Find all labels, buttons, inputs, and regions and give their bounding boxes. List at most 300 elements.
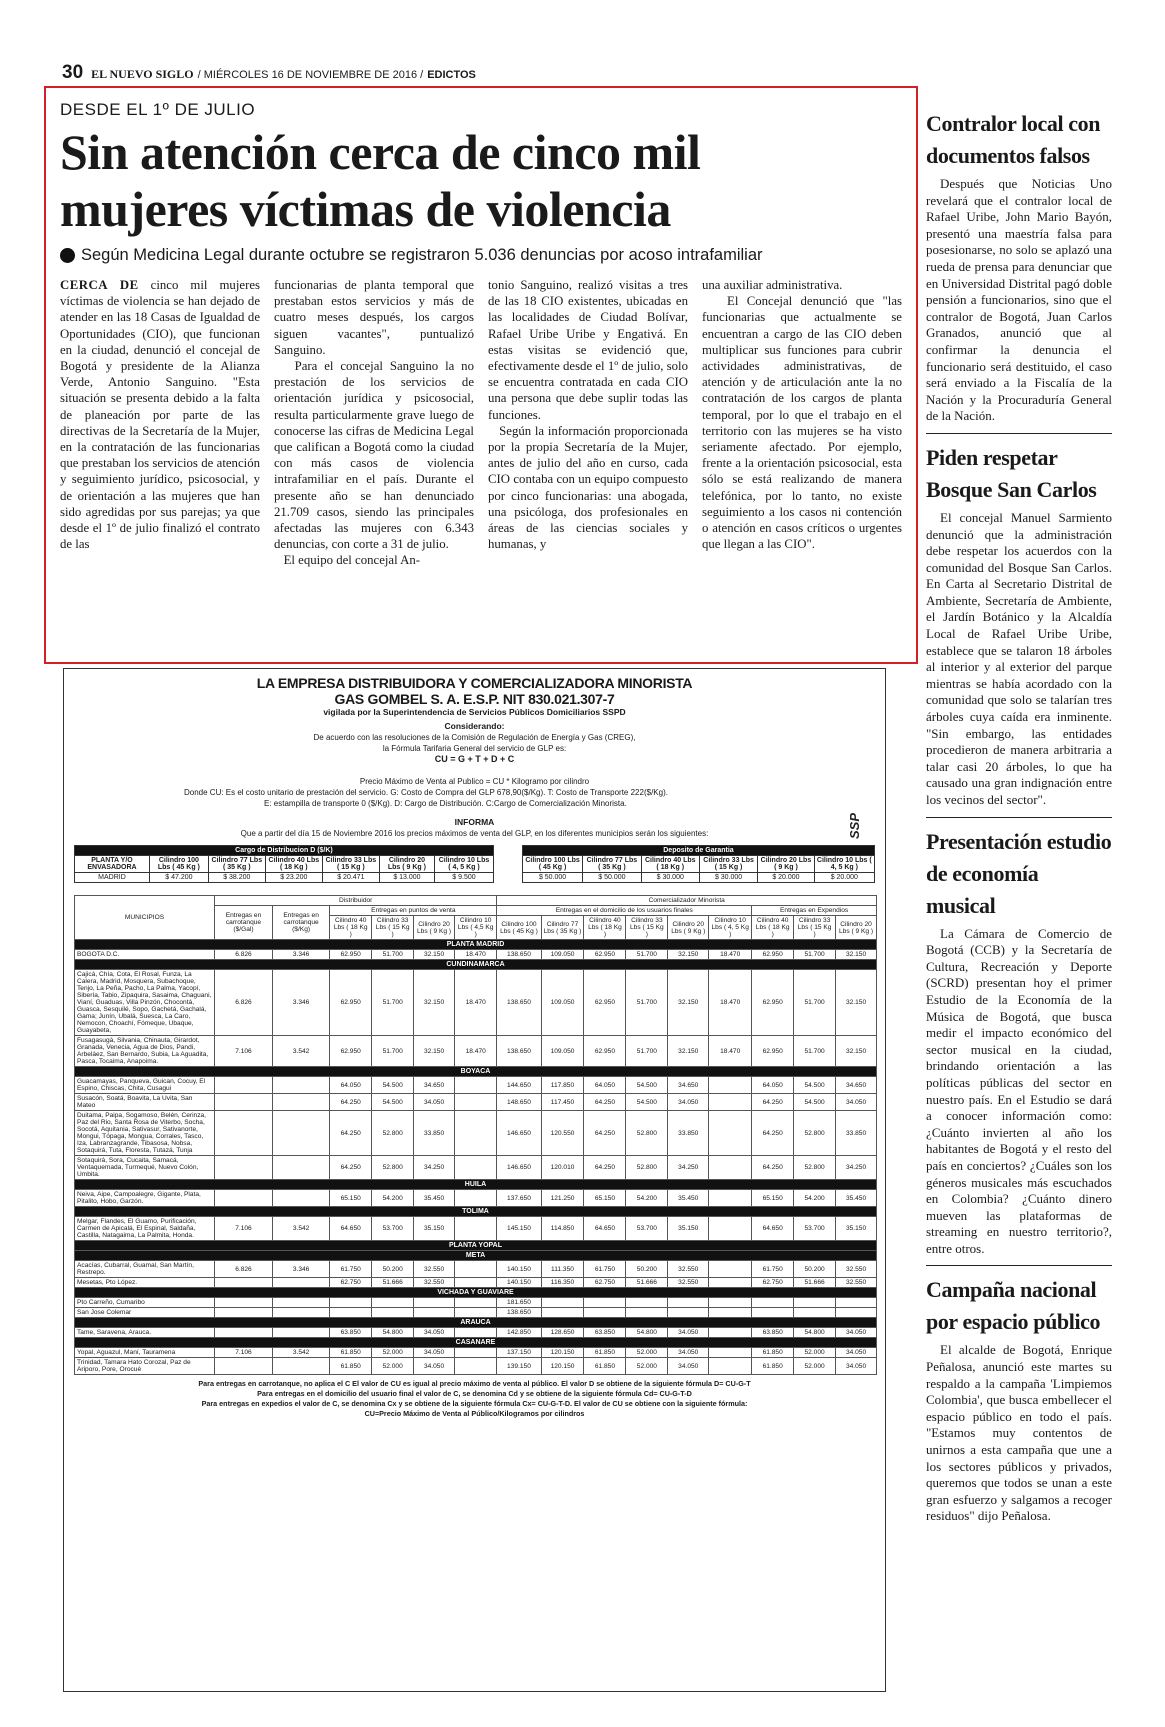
price-cell <box>541 1308 584 1318</box>
price-cell: 32.150 <box>414 950 455 960</box>
price-cell <box>215 1308 273 1318</box>
price-cell <box>752 1298 794 1308</box>
price-cell: 53.700 <box>794 1217 836 1241</box>
bullet-dot-icon <box>60 248 75 263</box>
price-cell: 35.450 <box>668 1190 709 1207</box>
price-cell: 32.150 <box>414 1036 455 1067</box>
price-cell: 35.150 <box>414 1217 455 1241</box>
municipality-cell: Duitama, Paipa, Sogamoso, Belén, Cerinza, Paz del Rio, Santa Rosa de Viterbo, Socha, Socotá, Aquitania, Sativasur, Sativanorte, Mongui, Tópaga, Mongua, Corrales, Tasco, Iza, Labranzagrande, Tibasosa, Nobsa, Sotaquirá, Tuta, Floresta, Tutazá, Tunja <box>75 1111 215 1156</box>
price-cell: 32.550 <box>668 1278 709 1288</box>
puntos-header: Entregas en puntos de venta <box>330 906 497 916</box>
price-cell: 34.250 <box>836 1156 877 1180</box>
article-deck <box>60 246 902 265</box>
informa-text: Que a partir del día 15 de Noviembre 2016 los precios máximos de venta del GLP, en los diferentes municipios serán los siguientes: <box>240 829 709 838</box>
price-cell <box>709 1217 752 1241</box>
considerando-line-1: De acuerdo con las resoluciones de la Comisión de Regulación de Energía y Gas (CREG), <box>313 733 636 742</box>
price-cell: 50.200 <box>794 1261 836 1278</box>
price-cell: 64.250 <box>752 1156 794 1180</box>
price-cell: 18.470 <box>454 950 496 960</box>
price-cell: 34.050 <box>836 1094 877 1111</box>
price-cell <box>330 1298 372 1308</box>
table-row <box>75 1298 877 1308</box>
brief-body: La Cámara de Comercio de Bogotá (CCB) y la Secretaría de Cultura, Recreación y Deporte (SCRD) presentan hoy el primer Estudio de la Economía de la Música de Bogotá, que busca medir el impacto económico del sector musical en la ciudad, brindando orientación a las políticas públicas del sector en nuestro país. En el Estudio se dará a conocer información como: ¿Cuánto invierten al año los habitantes de Bogotá y el resto del país en conciertos? ¿Cuáles son los géneros musicales más escuchados en Colombia? ¿Cuánto dinero mueven las plataformas de streaming en nuestro territorio?, entre otros. <box>926 925 1112 1256</box>
price-cell: 32.550 <box>836 1261 877 1278</box>
domicilio-header: Entregas en el domicilio de los usuarios finales <box>497 906 752 916</box>
price-cell: 51.700 <box>794 950 836 960</box>
price-cell <box>454 1328 496 1338</box>
price-cell: 63.850 <box>752 1328 794 1338</box>
price-cell <box>215 1111 273 1156</box>
price-cell: 18.470 <box>454 1036 496 1067</box>
price-cell: 109.050 <box>541 950 584 960</box>
price-cell <box>272 1190 329 1207</box>
price-cell <box>836 1308 877 1318</box>
price-cell <box>836 1298 877 1308</box>
dist-col-header-cell: Cilindro 10 Lbs ( 4, 5 Kg ) <box>435 856 494 873</box>
price-cell: 51.666 <box>794 1278 836 1288</box>
price-cell: 181.650 <box>497 1298 541 1308</box>
price-cell <box>272 1094 329 1111</box>
price-cell: 63.850 <box>330 1328 372 1338</box>
region-row <box>75 940 877 950</box>
dep-value <box>522 873 874 883</box>
column-3-para-2: Según la información proporcionada por la propia Secretaría de la Mujer, antes de julio del año en curso, cada CIO contaba con un equipo compuesto por cinco funcionarias: una abogada, una psicóloga, dos profesionales en áreas de las ciencias sociales y humanas, y <box>488 423 688 552</box>
section-name: EDICTOS <box>427 69 476 81</box>
municipality-cell: Yopal, Aguazul, Maní, Tauramena <box>75 1348 215 1358</box>
price-cell: 7.106 <box>215 1036 273 1067</box>
price-cell <box>454 1217 496 1241</box>
price-cell: 128.650 <box>541 1328 584 1338</box>
price-cell <box>414 1308 455 1318</box>
price-cell: 32.150 <box>836 970 877 1036</box>
divider <box>926 817 1112 818</box>
municipality-cell: Melgar, Flandes, El Guamo, Purificación, Carmen de Apicalá, El Espinal, Saldaña, Castilla, Natagaima, La Palmita, Honda. <box>75 1217 215 1241</box>
price-cell <box>272 1328 329 1338</box>
price-cell: 64.250 <box>584 1156 626 1180</box>
region-row <box>75 1288 877 1298</box>
dist-table-header: Cargo de Distribucion D ($/K) <box>75 846 494 856</box>
price-cell: 120.150 <box>541 1358 584 1375</box>
price-cell: 61.750 <box>752 1261 794 1278</box>
price-cell: 51.700 <box>372 950 414 960</box>
price-cell: 34.050 <box>668 1328 709 1338</box>
municipality-cell: Pto Carreño, Cumaribo <box>75 1298 215 1308</box>
note-line: Para entregas en el domicilio del usuario final el valor de C, se denomina Cd y se obtiene de la siguiente fórmula Cd= CU-G-T-D <box>257 1389 692 1398</box>
price-cell: 109.050 <box>541 1036 584 1067</box>
column-2 <box>274 277 474 569</box>
price-cell: 138.650 <box>497 950 541 960</box>
dep-value-cell: $ 30.000 <box>641 873 699 883</box>
column-1-text: cinco mil mujeres víctimas de violencia se han dejado de atender en las 18 Casas de Igualdad de Oportunidades (CIO), que funcionan en la ciudad, denunció el concejal de Bogotá y presidente de la Alianza Verde, Antonio Sanguino. "Esta situación se presenta debido a la falta de planeación por parte de las directivas de la Secretaría de la Mujer, en la contratación de las funcionarias que prestaban los servicios de atención y seguimiento jurídico, psicosocial, y de orientación a las mujeres que han sido agredidas por sus parejas; ya que desde el 1º de julio finalizó el contrato de las <box>60 278 260 552</box>
article-headline <box>60 124 902 238</box>
region-label: ARAUCA <box>75 1318 877 1328</box>
price-cell: 54.500 <box>372 1077 414 1094</box>
table-row <box>75 1111 877 1156</box>
price-cell: 109.050 <box>541 970 584 1036</box>
column-3-para-1: tonio Sanguino, realizó visitas a tres de las 18 CIO existentes, ubicadas en las localidades de Ciudad Bolívar, Rafael Uribe Uribe y Engativá. En estas visitas se evidenció que, efectivamente desde el 1º de julio, solo se encuentra contratada en cada CIO una persona que debe suplir todas las funciones. <box>488 278 688 422</box>
price-cell <box>709 1278 752 1288</box>
price-cell: 50.200 <box>626 1261 668 1278</box>
region-label: CUNDINAMARCA <box>75 960 877 970</box>
price-cell: 54.500 <box>372 1094 414 1111</box>
region-label: META <box>75 1251 877 1261</box>
column-2-para-2: Para el concejal Sanguino la no prestación de los servicios de orientación jurídica y psicosocial, resulta particularmente grave luego de conocerse las cifras de Medicina Legal que califican a Bogotá como la ciudad con más casos de violencia intrafamiliar en el país. Durante el presente año se han denunciado 21.709 casos, siendo las principales afectadas las mujeres con 6.343 denuncias, con corte a 31 de julio. <box>274 359 474 552</box>
considerando-block <box>74 721 875 754</box>
municipality-cell: San Jose Colemar <box>75 1308 215 1318</box>
informa-block <box>74 817 875 839</box>
informa-label: INFORMA <box>454 817 495 827</box>
price-cell: 32.550 <box>414 1261 455 1278</box>
price-cell: 18.470 <box>709 970 752 1036</box>
region-row <box>75 1207 877 1217</box>
price-cell <box>454 1156 496 1180</box>
divider <box>926 433 1112 434</box>
price-cell: 61.850 <box>584 1358 626 1375</box>
masthead <box>62 62 922 82</box>
price-cell: 7.106 <box>215 1217 273 1241</box>
deposit-table <box>522 845 875 883</box>
region-label: BOYACA <box>75 1067 877 1077</box>
column-4-para-1: una auxiliar administrativa. <box>702 278 843 292</box>
ssp-logo-icon: SSP <box>847 812 862 839</box>
price-cell: 51.700 <box>372 970 414 1036</box>
price-cell: 3.346 <box>272 950 329 960</box>
price-cell: 117.850 <box>541 1077 584 1094</box>
price-cell <box>454 1308 496 1318</box>
municipality-cell: Cajicá, Chía, Cota, El Rosal, Funza, La Calera, Madrid, Mosquera, Subachoque, Tenjo, La Peña, Pacho, La Palma, Yacopí, Sibería, Tabio, Zipaquira, Sasaima, Chaguani, Vianí, Guaduas, Villa Pinzón, Chocontá, Guasca, Sesquilé, Sopo, Gachetá, Gachalá, Gama; Junín, Ubalá, Suesca, La Caro, Nemocon, Choachí, Fómeque, Ubaque, Guayabeta, <box>75 970 215 1036</box>
article-kicker: DESDE EL 1º DE JULIO <box>60 100 256 119</box>
price-cell: 18.470 <box>454 970 496 1036</box>
municipality-cell: Sotaquirá, Sora, Cucaita, Samacá, Ventaquemada, Turmequé, Nuevo Colón, Umbita. <box>75 1156 215 1180</box>
price-cell: 51.700 <box>794 1036 836 1067</box>
price-cell: 64.650 <box>752 1217 794 1241</box>
price-cell: 51.700 <box>372 1036 414 1067</box>
price-cell: 64.050 <box>752 1077 794 1094</box>
region-row <box>75 1251 877 1261</box>
dep-value-cell: $ 20.000 <box>758 873 814 883</box>
price-cell: 64.650 <box>330 1217 372 1241</box>
column-2-para-3: El equipo del concejal An- <box>283 553 421 568</box>
dist-value-cell: $ 47.200 <box>149 873 208 883</box>
price-cell: 53.700 <box>626 1217 668 1241</box>
price-cell: 65.150 <box>584 1190 626 1207</box>
column-3 <box>488 277 688 569</box>
price-cell <box>372 1308 414 1318</box>
price-cell <box>794 1298 836 1308</box>
price-cell: 52.000 <box>372 1358 414 1375</box>
price-cell: 32.150 <box>668 1036 709 1067</box>
price-cell: 65.150 <box>330 1190 372 1207</box>
price-cell: 62.950 <box>330 970 372 1036</box>
expendios-header: Entregas en Expendios <box>752 906 877 916</box>
price-cell: 34.050 <box>668 1358 709 1375</box>
table-row <box>75 1261 877 1278</box>
brief-title: Presentación estudio de economía musical <box>926 828 1112 918</box>
price-cell: 51.666 <box>372 1278 414 1288</box>
price-cell: 61.850 <box>752 1358 794 1375</box>
price-cell <box>709 1348 752 1358</box>
price-cell: 137.150 <box>497 1348 541 1358</box>
price-cell: 51.700 <box>794 970 836 1036</box>
price-cell: 34.650 <box>668 1077 709 1094</box>
price-cell <box>454 1348 496 1358</box>
price-cell: 52.800 <box>626 1156 668 1180</box>
table-row <box>75 950 877 960</box>
price-cell: 33.850 <box>836 1111 877 1156</box>
price-cell: 145.150 <box>497 1217 541 1241</box>
page-number: 30 <box>62 62 84 83</box>
dist-col-header-cell: Cilindro 20 Lbs ( 9 Kg ) <box>379 856 434 873</box>
price-cell <box>272 1358 329 1375</box>
price-cell <box>215 1077 273 1094</box>
price-cell <box>709 1094 752 1111</box>
price-cell: 51.700 <box>626 1036 668 1067</box>
region-row <box>75 1067 877 1077</box>
price-cell <box>215 1328 273 1338</box>
dep-value-cell: $ 30.000 <box>699 873 757 883</box>
price-cell <box>272 1278 329 1288</box>
cylinder-sub-header-cell: Cilindro 10 Lbs ( 4,5 Kg ) <box>454 916 496 940</box>
price-cell: 120.150 <box>541 1348 584 1358</box>
dep-table-header: Deposito de Garantia <box>522 846 874 856</box>
price-cell: 54.800 <box>794 1328 836 1338</box>
price-cell <box>330 1308 372 1318</box>
municipality-cell: Neiva, Aipe, Campoalegre, Gigante, Plata, Pitalito, Hobo, Garzón. <box>75 1190 215 1207</box>
price-cell: 64.050 <box>330 1077 372 1094</box>
price-cell: 140.150 <box>497 1278 541 1288</box>
cylinder-sub-header-cell: Cilindro 77 Lbs ( 35 Kg ) <box>541 916 584 940</box>
price-cell: 62.750 <box>752 1278 794 1288</box>
deck-text: Según Medicina Legal durante octubre se registraron 5.036 denuncias por acoso intrafamiliar <box>81 246 763 264</box>
price-cell <box>584 1308 626 1318</box>
price-cell <box>668 1308 709 1318</box>
tariff-formula: CU = G + T + D + C <box>434 754 515 764</box>
price-cell <box>752 1308 794 1318</box>
price-cell <box>215 1298 273 1308</box>
price-cell: 64.250 <box>330 1156 372 1180</box>
price-cell <box>626 1308 668 1318</box>
table-row <box>75 1077 877 1094</box>
price-cell <box>272 1077 329 1094</box>
price-cell: 50.200 <box>372 1261 414 1278</box>
dep-col-header-cell: Cilindro 77 Lbs ( 35 Kg ) <box>583 856 641 873</box>
price-cell: 6.826 <box>215 950 273 960</box>
brief-item <box>926 108 1112 425</box>
dep-value-cell: $ 50.000 <box>583 873 641 883</box>
price-cell <box>215 1094 273 1111</box>
price-cell <box>215 1156 273 1180</box>
price-cell: 138.650 <box>497 970 541 1036</box>
price-cell: 3.346 <box>272 970 329 1036</box>
price-cell: 52.800 <box>372 1156 414 1180</box>
price-cell: 34.050 <box>414 1094 455 1111</box>
region-label: CASANARE <box>75 1338 877 1348</box>
price-cell <box>454 1094 496 1111</box>
headline-line-2: mujeres víctimas de violencia <box>60 181 671 237</box>
price-cell <box>709 1261 752 1278</box>
price-cell: 61.850 <box>752 1348 794 1358</box>
cylinder-sub-header-cell: Cilindro 20 Lbs ( 9 Kg ) <box>668 916 709 940</box>
price-cell: 54.500 <box>626 1077 668 1094</box>
price-cell: 54.800 <box>626 1328 668 1338</box>
price-cell <box>709 1156 752 1180</box>
charges-tables <box>74 845 875 883</box>
price-cell: 3.542 <box>272 1348 329 1358</box>
price-cell: 62.950 <box>330 950 372 960</box>
price-cell <box>794 1308 836 1318</box>
price-cell: 146.650 <box>497 1156 541 1180</box>
dist-value <box>75 873 494 883</box>
municipios-header: MUNICIPIOS <box>75 896 215 940</box>
price-cell: 111.350 <box>541 1261 584 1278</box>
municipality-cell: Guacamayas, Panqueva, Guican, Cocuy, El Espino, Chiscas, Chita, Cusagui <box>75 1077 215 1094</box>
table-row <box>75 1094 877 1111</box>
price-cell: 52.800 <box>794 1156 836 1180</box>
price-cell: 32.550 <box>668 1261 709 1278</box>
price-cell: 61.850 <box>330 1348 372 1358</box>
price-cell: 35.450 <box>836 1190 877 1207</box>
price-cell: 137.650 <box>497 1190 541 1207</box>
price-cell: 62.950 <box>752 970 794 1036</box>
cylinder-sub-header-cell: Cilindro 10 Lbs ( 4, 5 Kg ) <box>709 916 752 940</box>
dep-col-header-cell: Cilindro 40 Lbs ( 18 Kg ) <box>641 856 699 873</box>
brief-body: El concejal Manuel Sarmiento denunció que la administración debe respetar los acuerdos con la comunidad del Bosque San Carlos. En Carta al Secretario Distrital de Ambiente, Secretaría de Ambiente, el Jardín Botánico y la Alcaldía Local de Rafael Uribe Uribe, establece que se talaron 18 árboles al interior y al exterior del parque mientras se había acordado con la comunidad que solo se talarían tres árboles cuya caída era inminente. "Sin embargo, las entidades procedieron de manera arbitraria a talar casi 20 árboles, lo que ha causado una gran indignación entre los vecinos del sector". <box>926 509 1112 807</box>
price-table <box>74 895 877 1375</box>
precio-line: Precio Máximo de Venta al Publico = CU * Kilogramo por cilindro <box>359 777 590 786</box>
price-cell: 61.750 <box>330 1261 372 1278</box>
cylinder-sub-header-cell: Cilindro 40 Lbs ( 18 Kg ) <box>752 916 794 940</box>
price-cell: 146.650 <box>497 1111 541 1156</box>
dep-value-cell: $ 20.000 <box>814 873 874 883</box>
price-cell <box>215 1190 273 1207</box>
price-cell: 54.200 <box>372 1190 414 1207</box>
price-cell: 35.150 <box>668 1217 709 1241</box>
price-cell: 64.250 <box>330 1111 372 1156</box>
price-cell <box>372 1298 414 1308</box>
price-cell: 64.250 <box>330 1094 372 1111</box>
price-cell <box>272 1111 329 1156</box>
price-cell: 64.250 <box>584 1111 626 1156</box>
brief-title: Piden respetar Bosque San Carlos <box>926 444 1097 502</box>
price-cell: 32.150 <box>836 950 877 960</box>
price-cell: 32.150 <box>668 950 709 960</box>
price-cell: 138.650 <box>497 1036 541 1067</box>
table-row <box>75 1190 877 1207</box>
price-cell: 65.150 <box>752 1190 794 1207</box>
notice-title-2: GAS GOMBEL S. A. E.S.P. NIT 830.021.307-7 <box>334 691 615 707</box>
price-cell: 51.700 <box>626 970 668 1036</box>
region-label: PLANTA YOPAL <box>75 1241 877 1251</box>
considerando-label: Considerando: <box>444 721 505 731</box>
note-line: Para entregas en carrotanque, no aplica el C El valor de CU es igual al precio máximo de venta al público. El valor D se obtiene de la siguiente fórmula D= CU-G-T <box>198 1379 751 1388</box>
region-row <box>75 1338 877 1348</box>
price-cell: 54.500 <box>626 1094 668 1111</box>
price-cell: 3.542 <box>272 1217 329 1241</box>
price-cell <box>454 1298 496 1308</box>
comercializador-header: Comercializador Minorista <box>497 896 877 906</box>
price-cell <box>215 1358 273 1375</box>
price-cell: 62.750 <box>584 1278 626 1288</box>
price-cell: 52.800 <box>372 1111 414 1156</box>
donde-line-1: Donde CU: Es el costo unitario de prestación del servicio. G: Costo de Compra del GLP 678,90($/Kg). T: Costo de Transporte 222($/Kg). <box>184 788 668 797</box>
table-row <box>75 1328 877 1338</box>
price-cell: 34.050 <box>414 1348 455 1358</box>
donde-block <box>74 787 875 809</box>
region-label: VICHADA Y GUAVIARE <box>75 1288 877 1298</box>
price-cell: 52.800 <box>626 1111 668 1156</box>
region-row <box>75 1180 877 1190</box>
price-cell: 18.470 <box>709 950 752 960</box>
price-cell: 120.550 <box>541 1111 584 1156</box>
price-cell: 54.200 <box>626 1190 668 1207</box>
dist-value-cell: $ 13.000 <box>379 873 434 883</box>
dep-col-header <box>522 856 874 873</box>
price-cell: 52.000 <box>626 1358 668 1375</box>
table-row <box>75 1358 877 1375</box>
price-cell: 120.010 <box>541 1156 584 1180</box>
note-line: Para entregas en expedios el valor de C, se denomina Cx y se obtiene de la siguiente fórmula Cx= CU-G-T-D. El valor de CU se obtiene con la siguiente fórmula: <box>201 1399 748 1408</box>
column-1 <box>60 277 260 569</box>
table-row <box>75 970 877 1036</box>
price-cell: 7.106 <box>215 1348 273 1358</box>
price-cell: 140.150 <box>497 1261 541 1278</box>
donde-line-2: E: estampilla de transporte 0 ($/Kg). D: Cargo de Distribución. C:Cargo de Comercialización Minorista. <box>264 799 627 808</box>
price-cell: 144.650 <box>497 1077 541 1094</box>
gas-tariff-notice <box>63 668 886 1692</box>
cylinder-sub-header-cell: Cilindro 33 Lbs ( 15 Kg ) <box>794 916 836 940</box>
price-cell <box>584 1298 626 1308</box>
price-cell <box>454 1261 496 1278</box>
note-line: CU=Precio Máximo de Venta al Público/Kilogramos por cilindros <box>364 1409 585 1418</box>
brief-item <box>926 1274 1112 1525</box>
dist-col-header-cell: Cilindro 33 Lbs ( 15 Kg ) <box>322 856 379 873</box>
table-row <box>75 1308 877 1318</box>
main-article <box>44 86 918 664</box>
price-cell: 52.800 <box>794 1111 836 1156</box>
table-row <box>75 1348 877 1358</box>
dist-col-header-cell: Cilindro 77 Lbs ( 35 Kg ) <box>208 856 265 873</box>
price-cell: 52.000 <box>794 1348 836 1358</box>
price-cell: 116.350 <box>541 1278 584 1288</box>
publication-name: EL NUEVO SIGLO <box>91 67 194 81</box>
price-cell: 3.542 <box>272 1036 329 1067</box>
price-cell <box>709 1190 752 1207</box>
price-cell: 6.826 <box>215 970 273 1036</box>
price-cell <box>454 1278 496 1288</box>
price-cell: 62.950 <box>584 1036 626 1067</box>
notice-title-1: LA EMPRESA DISTRIBUIDORA Y COMERCIALIZADORA MINORISTA <box>256 675 693 691</box>
brief-title: Contralor local con documentos falsos <box>926 111 1101 168</box>
municipality-cell: Tame, Saravena, Arauca. <box>75 1328 215 1338</box>
price-cell: 52.000 <box>372 1348 414 1358</box>
dist-col-header-cell: Cilindro 100 Lbs ( 45 Kg ) <box>149 856 208 873</box>
dep-col-header-cell: Cilindro 33 Lbs ( 15 Kg ) <box>699 856 757 873</box>
table-row <box>75 1217 877 1241</box>
price-cell: 61.850 <box>584 1348 626 1358</box>
region-label: HUILA <box>75 1180 877 1190</box>
distribuidor-header: Distribuidor <box>215 896 497 906</box>
price-cell: 64.250 <box>584 1094 626 1111</box>
price-cell: 34.050 <box>414 1328 455 1338</box>
price-cell: 52.000 <box>794 1358 836 1375</box>
notice-vigilada: vigilada por la Superintendencia de Servicios Públicos Domiciliarios SSPD <box>323 707 626 717</box>
price-cell <box>709 1077 752 1094</box>
price-cell: 32.150 <box>414 970 455 1036</box>
price-cell: 62.950 <box>330 1036 372 1067</box>
table-row <box>75 1156 877 1180</box>
dist-col-header-cell: PLANTA Y/O ENVASADORA <box>75 856 150 873</box>
carrotanque-header: Entregas en carrotanque ($/Gal) <box>215 906 273 940</box>
